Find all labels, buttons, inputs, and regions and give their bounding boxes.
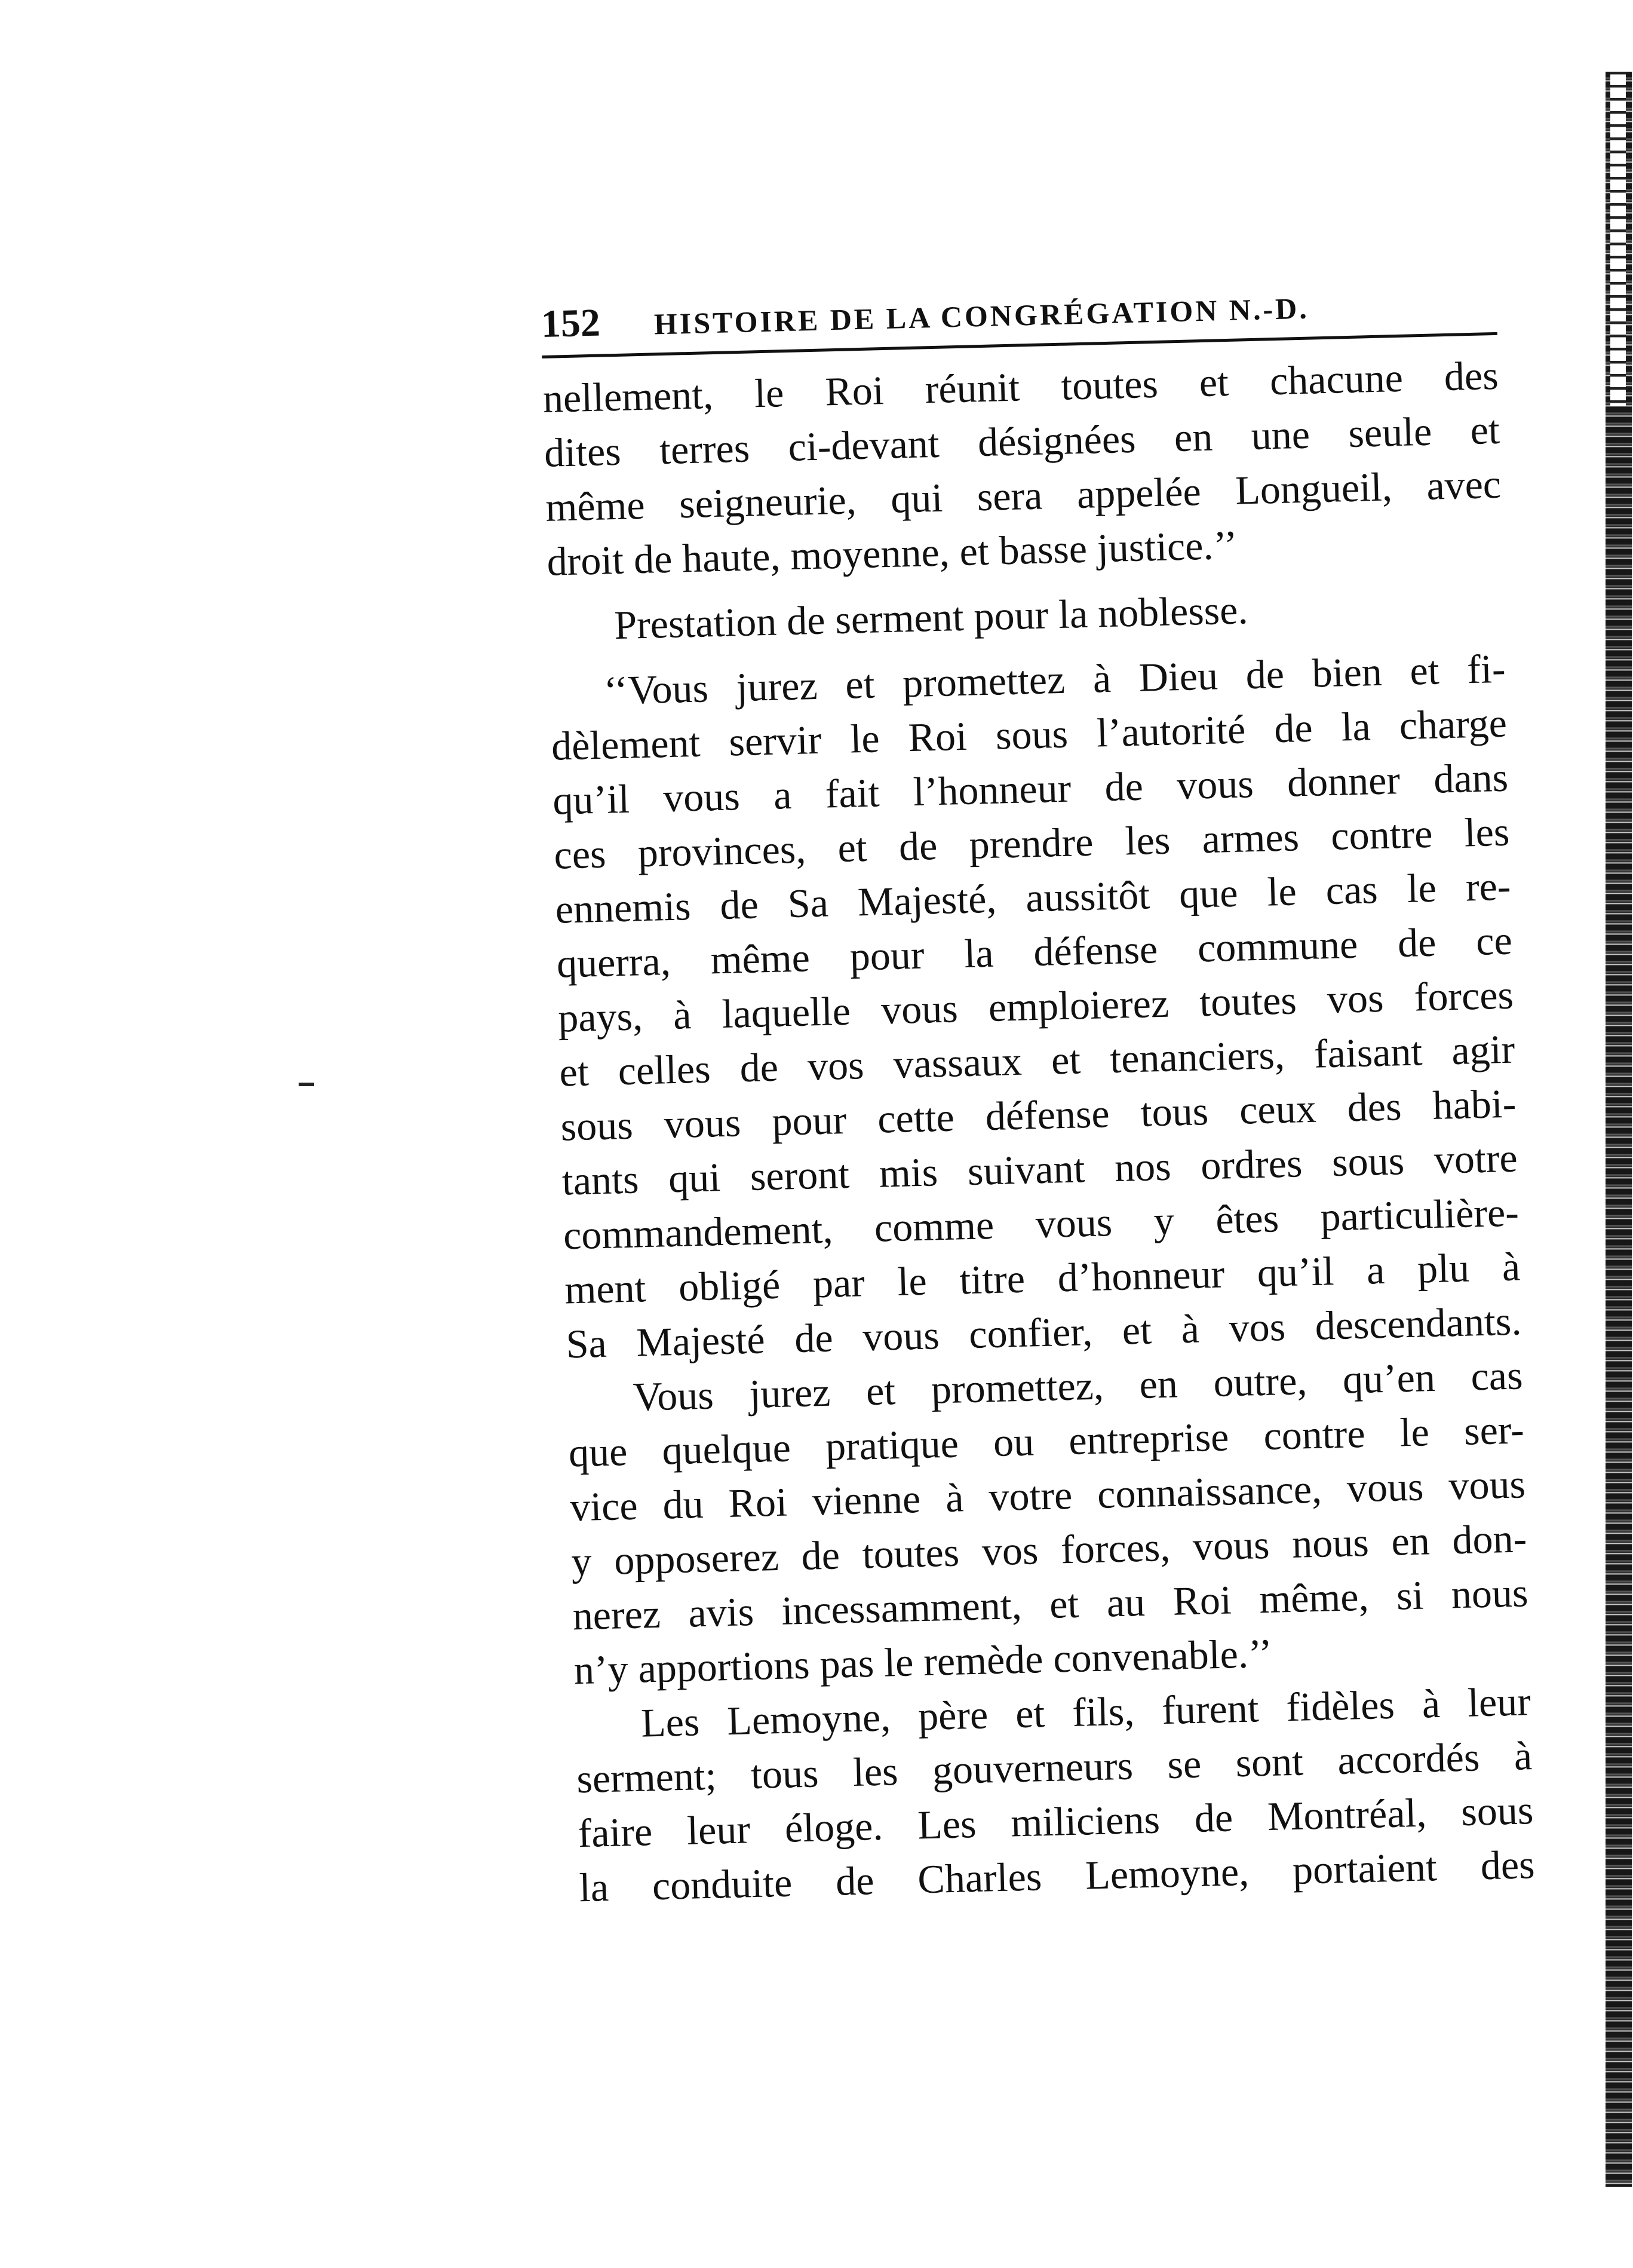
text-line: même seigneurie, qui sera appelée Longueil, avec [545, 461, 1502, 530]
running-title: HISTOIRE DE LA CONGRÉGATION N.-D. [653, 291, 1310, 341]
text-line: ces provinces, et de prendre les armes contre les [553, 808, 1511, 878]
section-heading: Prestation de serment pour la noblesse. [613, 587, 1249, 648]
text-line: sous vous pour cette défense tous ceux des habi- [560, 1080, 1517, 1150]
text-line: et celles de vos vassaux et tenanciers, faisant agir [558, 1026, 1515, 1095]
text-line: querra, même pour la défense commune de ce [556, 917, 1513, 986]
text-line: n’y apportions pas le remède convenable.’’ [573, 1630, 1273, 1693]
text-line: qu’il vous a fait l’honneur de vous donner dans [552, 754, 1509, 823]
text-line: Sa Majesté de vous confier, et à vos descendants. [565, 1298, 1523, 1367]
stray-mark [299, 1083, 314, 1086]
text-line: nerez avis incessamment, et au Roi même, si nous [572, 1570, 1529, 1639]
text-line: commandement, comme vous y êtes particulière- [563, 1189, 1520, 1258]
text-line: nellement, le Roi réunit toutes et chacune des [542, 352, 1499, 421]
text-line: serment; tous les gouverneurs se sont accordés à [576, 1733, 1533, 1802]
text-line: pays, à laquelle vous emploierez toutes vos forces [557, 971, 1514, 1041]
text-line: dites terres ci-devant désignées en une seule et [544, 406, 1500, 476]
text-line: tants qui seront mis suivant nos ordres sous votre [561, 1135, 1518, 1204]
running-head [541, 278, 1497, 358]
text-line: ‘‘Vous jurez et promettez à Dieu de bien et fi- [603, 645, 1506, 713]
text-line: dèlement servir le Roi sous l’autorité de la charge [551, 700, 1508, 769]
text-line: Les Lemoyne, père et fils, furent fidèles à leur [640, 1678, 1531, 1746]
page-number: 152 [541, 301, 601, 346]
text-line: droit de haute, moyenne, et basse justice.’’ [546, 522, 1238, 584]
text-line: la conduite de Charles Lemoyne, portaient des [578, 1841, 1536, 1911]
text-line: vice du Roi vienne à votre connaissance, vous vous [569, 1461, 1526, 1530]
printed-text-block [541, 278, 1536, 1915]
text-line: y opposerez de toutes vos forces, vous nous en don- [570, 1515, 1527, 1584]
text-line: que quelque pratique ou entreprise contre le ser- [568, 1406, 1525, 1476]
text-line: ment obligé par le titre d’honneur qu’il a plu à [564, 1243, 1521, 1313]
text-line: faire leur éloge. Les miliciens de Montréal, sous [577, 1787, 1534, 1856]
scan-edge-speckle [1610, 72, 1626, 406]
text-line: ennemis de Sa Majesté, aussitôt que le cas le re- [554, 863, 1512, 932]
text-line: Vous jurez et promettez, en outre, qu’en cas [632, 1352, 1524, 1420]
